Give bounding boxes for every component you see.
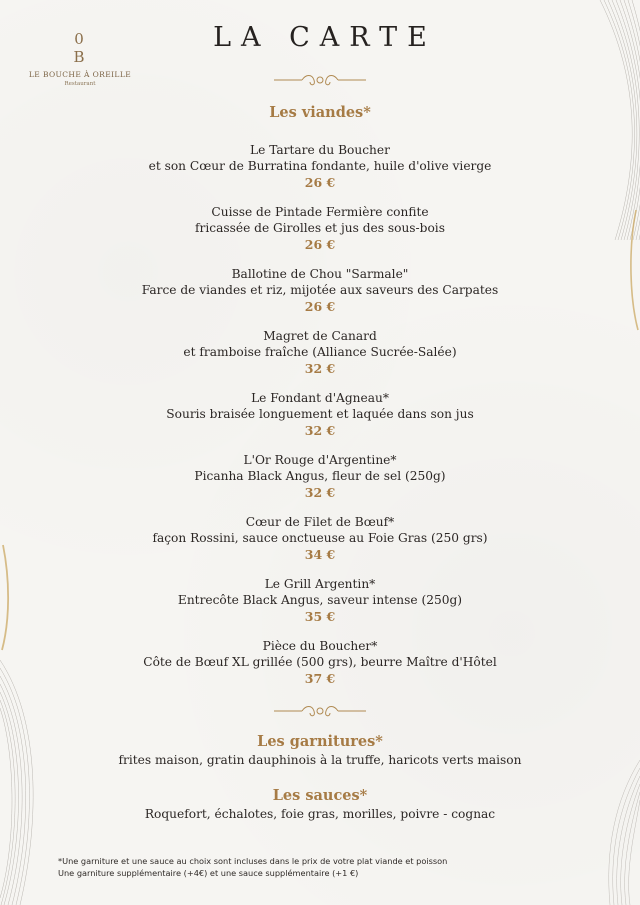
menu-item-price: 32 € (304, 423, 336, 438)
menu-item-desc: et framboise fraîche (Alliance Sucrée-Salée) (183, 345, 457, 359)
menu-item (0, 204, 640, 253)
garnitures-list: frites maison, gratin dauphinois à la truffe, haricots verts maison (118, 753, 522, 767)
logo-monogram-mid: B (73, 48, 87, 66)
menu-item-price: 34 € (304, 547, 336, 562)
section-title-garnitures: Les garnitures* (257, 733, 383, 750)
menu-item (0, 576, 640, 625)
menu-item (0, 452, 640, 501)
footnote-line-1: *Une garniture et une sauce au choix sont incluses dans le prix de votre plat viande et poisson (58, 856, 448, 866)
ornament-divider-middle (272, 703, 368, 719)
menu-item-desc: et son Cœur de Burratina fondante, huile d'olive vierge (148, 159, 492, 173)
sauces-list: Roquefort, échalotes, foie gras, morilles, poivre - cognac (144, 807, 496, 821)
menu-item-name: Magret de Canard (263, 329, 377, 343)
menu-item-desc: Entrecôte Black Angus, saveur intense (250g) (177, 593, 463, 607)
footnote (58, 856, 447, 879)
ornament-divider-top (272, 72, 368, 88)
section-title-sauces: Les sauces* (272, 787, 368, 804)
menu-item-name: Le Tartare du Boucher (250, 143, 390, 157)
logo-subtitle: Restaurant (64, 81, 96, 87)
menu-item-name: Cuisse de Pintade Fermière confite (211, 205, 429, 219)
menu-item (0, 142, 640, 191)
menu-item (0, 638, 640, 687)
menu-item-desc: Côte de Bœuf XL grillée (500 grs), beurre Maître d'Hôtel (143, 655, 497, 669)
menu-item-desc: Picanha Black Angus, fleur de sel (250g) (194, 469, 446, 483)
menu-item-price: 32 € (304, 485, 336, 500)
section-title-viandes: Les viandes* (269, 104, 371, 121)
footnote-line-2: Une garniture supplémentaire (+4€) et une sauce supplémentaire (+1 €) (58, 867, 359, 878)
menu-item-name: Le Grill Argentin* (264, 577, 376, 591)
menu-item-price: 35 € (304, 609, 336, 624)
page-title: LA CARTE (213, 22, 437, 53)
menu-item (0, 390, 640, 439)
menu-item-name: Le Fondant d'Agneau* (251, 391, 389, 405)
menu-item-price: 26 € (304, 299, 336, 314)
menu-item-price: 26 € (304, 175, 336, 190)
menu-item-desc: fricassée de Girolles et jus des sous-bois (195, 221, 445, 235)
menu-item-desc: Farce de viandes et riz, mijotée aux saveurs des Carpates (141, 283, 499, 297)
logo-monogram-top: 0 (74, 30, 86, 48)
menu-item (0, 514, 640, 563)
menu-item-price: 32 € (304, 361, 336, 376)
menu-item-desc: Souris braisée longuement et laquée dans son jus (166, 407, 474, 421)
menu-item-price: 37 € (304, 671, 336, 686)
menu-item-desc: façon Rossini, sauce onctueuse au Foie Gras (250 grs) (152, 531, 488, 545)
menu-item-name: Ballotine de Chou "Sarmale" (231, 267, 409, 281)
menu-item (0, 266, 640, 315)
menu-item-name: Cœur de Filet de Bœuf* (245, 515, 395, 529)
menu-item-name: L'Or Rouge d'Argentine* (243, 453, 397, 467)
menu-item-name: Pièce du Boucher* (262, 639, 378, 653)
logo-name: LE BOUCHE À OREILLE (28, 70, 132, 79)
menu-item (0, 328, 640, 377)
menu-item-price: 26 € (304, 237, 336, 252)
